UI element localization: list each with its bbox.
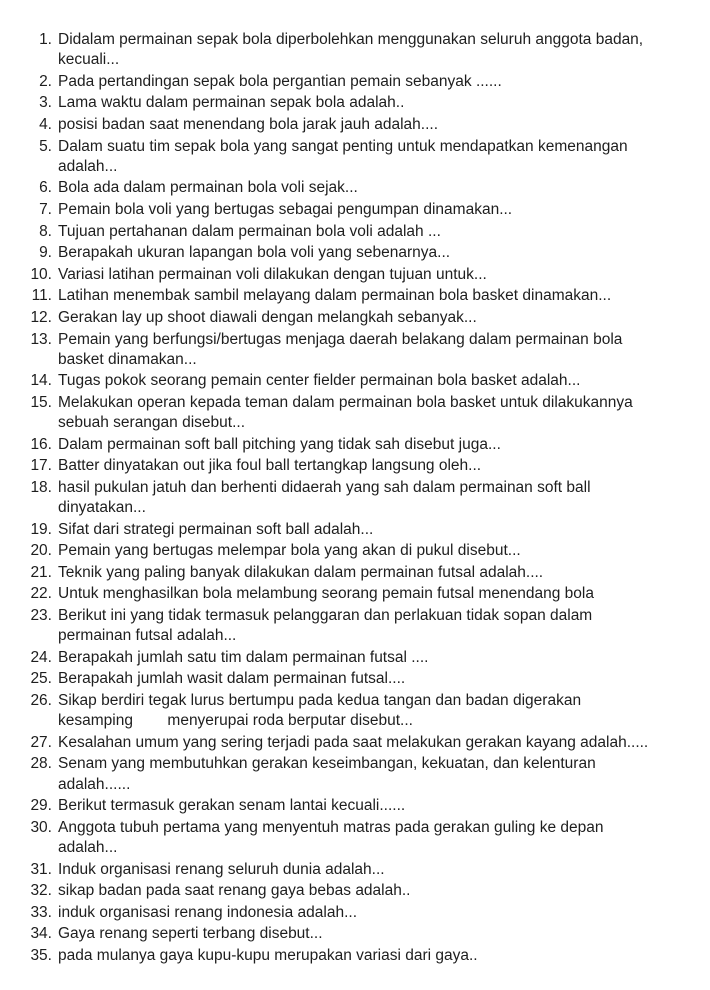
question-number: 21. xyxy=(30,563,52,581)
question-item xyxy=(30,733,702,753)
question-text: Batter dinyatakan out jika foul ball tertangkap langsung oleh... xyxy=(58,457,482,475)
question-item xyxy=(30,265,702,285)
question-item xyxy=(30,520,702,540)
question-item xyxy=(30,93,702,113)
question-text: posisi badan saat menendang bola jarak jauh adalah.... xyxy=(58,115,439,133)
question-item xyxy=(30,691,702,731)
question-number: 35. xyxy=(30,947,52,965)
question-number: 13. xyxy=(30,330,52,348)
question-number: 2. xyxy=(39,72,52,90)
question-list xyxy=(30,30,702,966)
question-item xyxy=(30,115,702,135)
question-text: Berapakah ukuran lapangan bola voli yang sebenarnya... xyxy=(58,244,451,262)
question-number: 34. xyxy=(30,925,52,943)
question-text: pada mulanya gaya kupu-kupu merupakan variasi dari gaya.. xyxy=(58,947,478,965)
question-text: Berikut ini yang tidak termasuk pelanggaran dan perlakuan tidak sopan dalam permainan futsal adalah... xyxy=(58,607,593,645)
question-text: Melakukan operan kepada teman dalam permainan bola basket untuk dilakukannya sebuah serangan disebut... xyxy=(58,393,633,432)
question-text: Untuk menghasilkan bola melambung seorang pemain futsal menendang bola xyxy=(58,585,594,603)
question-number: 22. xyxy=(30,585,52,603)
question-text: Dalam suatu tim sepak bola yang sangat penting untuk mendapatkan kemenangan adalah... xyxy=(58,137,628,175)
question-number: 3. xyxy=(39,94,52,112)
question-text: Anggota tubuh pertama yang menyentuh matras pada gerakan guling ke depan adalah... xyxy=(58,818,604,857)
question-item xyxy=(30,669,702,689)
question-item xyxy=(30,584,702,604)
question-text: Gaya renang seperti terbang disebut... xyxy=(58,925,323,943)
question-text: Pada pertandingan sepak bola pergantian pemain sebanyak ...... xyxy=(58,72,502,90)
question-item xyxy=(30,178,702,198)
question-text: Dalam permainan soft ball pitching yang tidak sah disebut juga... xyxy=(58,435,501,453)
question-text: Bola ada dalam permainan bola voli sejak... xyxy=(58,179,358,197)
question-item xyxy=(30,541,702,561)
question-item xyxy=(30,200,702,220)
question-item xyxy=(30,754,702,794)
question-item xyxy=(30,796,702,816)
question-item xyxy=(30,881,702,901)
question-text: Gerakan lay up shoot diawali dengan melangkah sebanyak... xyxy=(58,308,477,326)
question-item xyxy=(30,72,702,92)
question-number: 27. xyxy=(30,733,52,751)
question-item xyxy=(30,330,702,370)
question-text: hasil pukulan jatuh dan berhenti didaerah yang sah dalam permainan soft ball dinyatakan... xyxy=(58,478,591,517)
question-number: 28. xyxy=(30,755,52,773)
question-text: Pemain yang bertugas melempar bola yang akan di pukul disebut... xyxy=(58,542,521,560)
question-text: Teknik yang paling banyak dilakukan dalam permainan futsal adalah.... xyxy=(58,563,544,581)
question-number: 4. xyxy=(39,115,52,133)
question-number: 9. xyxy=(39,244,52,262)
question-text: Kesalahan umum yang sering terjadi pada saat melakukan gerakan kayang adalah..... xyxy=(58,733,649,751)
question-number: 18. xyxy=(30,478,52,496)
question-text: Lama waktu dalam permainan sepak bola adalah.. xyxy=(58,94,405,112)
question-item xyxy=(30,308,702,328)
question-item xyxy=(30,606,702,646)
question-text: Sifat dari strategi permainan soft ball adalah... xyxy=(58,520,374,538)
question-item xyxy=(30,222,702,242)
question-number: 7. xyxy=(39,200,52,218)
question-number: 23. xyxy=(30,607,52,625)
question-item xyxy=(30,946,702,966)
question-number: 19. xyxy=(30,520,52,538)
question-item xyxy=(30,30,702,70)
question-item xyxy=(30,818,702,858)
question-number: 33. xyxy=(30,903,52,921)
question-text: Berapakah jumlah wasit dalam permainan futsal.... xyxy=(58,670,406,688)
question-number: 1. xyxy=(39,31,52,48)
question-item xyxy=(30,924,702,944)
question-item xyxy=(30,286,702,306)
question-text: Berapakah jumlah satu tim dalam permainan futsal .... xyxy=(58,648,429,666)
question-text: Tugas pokok seorang pemain center fielder permainan bola basket adalah... xyxy=(58,372,581,390)
question-item xyxy=(30,435,702,455)
question-number: 31. xyxy=(30,860,52,878)
question-text: Didalam permainan sepak bola diperbolehkan menggunakan seluruh anggota badan, kecuali... xyxy=(58,31,644,69)
question-number: 30. xyxy=(30,818,52,836)
question-number: 29. xyxy=(30,797,52,815)
question-text: Induk organisasi renang seluruh dunia adalah... xyxy=(58,860,385,878)
question-text: Berikut termasuk gerakan senam lantai kecuali...... xyxy=(58,797,406,815)
question-number: 25. xyxy=(30,670,52,688)
question-number: 15. xyxy=(30,393,52,411)
question-item xyxy=(30,137,702,177)
question-number: 14. xyxy=(30,372,52,390)
question-number: 24. xyxy=(30,648,52,666)
question-text: Sikap berdiri tegak lurus bertumpu pada kedua tangan dan badan digerakan kesamping menyerupai roda berputar disebut... xyxy=(58,692,582,730)
question-item xyxy=(30,478,702,518)
question-number: 12. xyxy=(30,308,52,326)
question-number: 17. xyxy=(30,457,52,475)
question-number: 11. xyxy=(31,287,52,305)
question-text: Tujuan pertahanan dalam permainan bola voli adalah ... xyxy=(58,222,441,240)
question-text: Variasi latihan permainan voli dilakukan dengan tujuan untuk... xyxy=(58,265,487,283)
question-item xyxy=(30,371,702,391)
question-item xyxy=(30,456,702,476)
question-text: sikap badan pada saat renang gaya bebas adalah.. xyxy=(58,882,411,900)
question-text: Latihan menembak sambil melayang dalam permainan bola basket dinamakan... xyxy=(58,287,612,305)
question-number: 8. xyxy=(39,222,52,240)
question-text: Senam yang membutuhkan gerakan keseimbangan, kekuatan, dan kelenturan adalah...... xyxy=(58,755,596,793)
question-number: 32. xyxy=(30,882,52,900)
question-item xyxy=(30,563,702,583)
question-item xyxy=(30,860,702,880)
question-item xyxy=(30,243,702,263)
question-text: Pemain yang berfungsi/bertugas menjaga daerah belakang dalam permainan bola basket dinamakan... xyxy=(58,330,623,368)
question-item xyxy=(30,648,702,668)
question-item xyxy=(30,903,702,923)
question-number: 20. xyxy=(30,542,52,560)
question-text: Pemain bola voli yang bertugas sebagai pengumpan dinamakan... xyxy=(58,200,513,218)
question-number: 16. xyxy=(30,435,52,453)
question-number: 10. xyxy=(30,265,52,283)
question-number: 5. xyxy=(39,137,52,155)
question-number: 6. xyxy=(39,179,52,197)
question-item xyxy=(30,393,702,433)
question-text: induk organisasi renang indonesia adalah... xyxy=(58,903,358,921)
question-number: 26. xyxy=(30,692,52,710)
